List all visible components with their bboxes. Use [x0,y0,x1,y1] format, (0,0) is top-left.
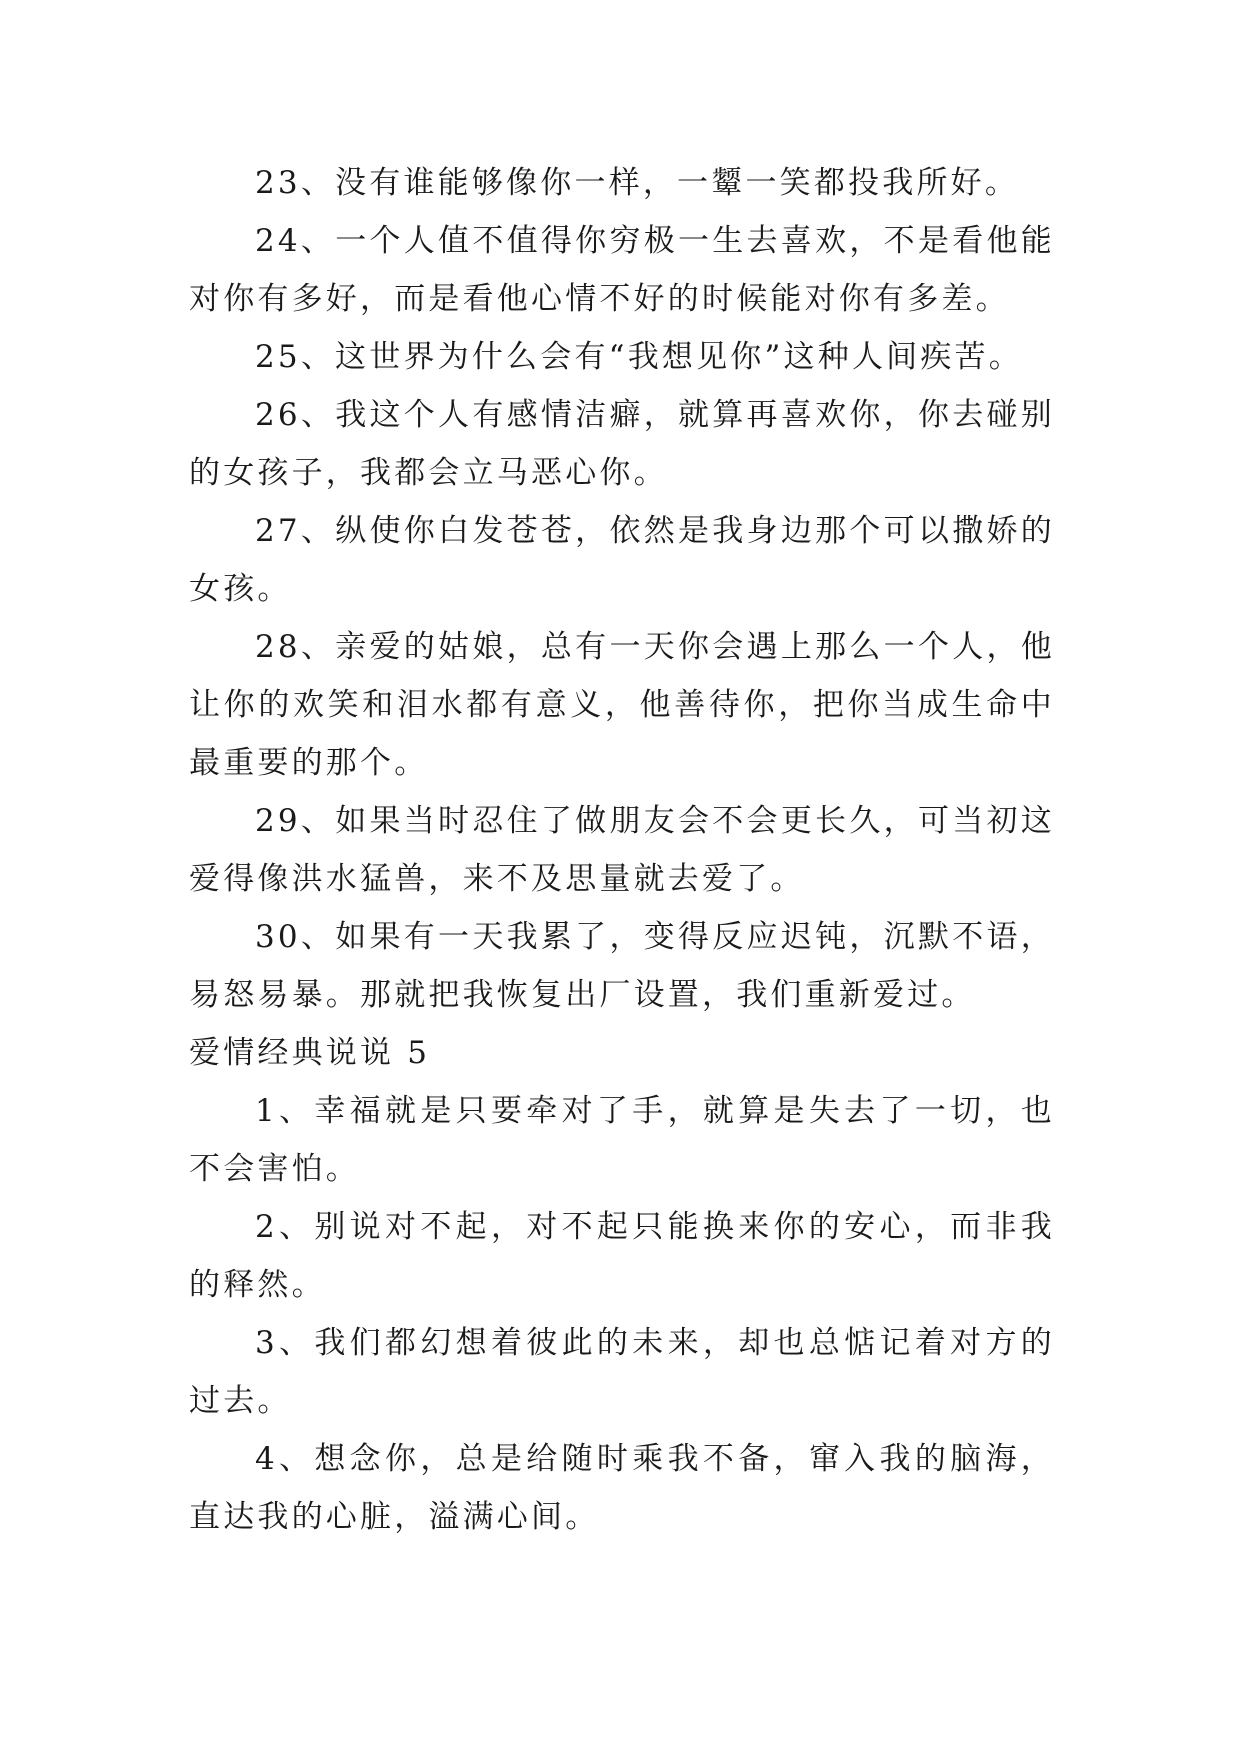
paragraph-item-25: 25、这世界为什么会有“我想见你”这种人间疾苦。 [255,339,1023,375]
document-body [189,154,1055,1546]
paragraph-item-29: 29、如果当时忍住了做朋友会不会更长久，可当初这爱得像洪水猛兽，来不及思量就去爱了。 [189,803,1055,897]
paragraph-item-4: 4、想念你，总是给随时乘我不备，窜入我的脑海，直达我的心脏，溢满心间。 [189,1441,1055,1535]
paragraph-item-24: 24、一个人值不值得你穷极一生去喜欢，不是看他能对你有多好，而是看他心情不好的时候能对你有多差。 [189,223,1055,317]
paragraph-item-3: 3、我们都幻想着彼此的未来，却也总惦记着对方的过去。 [189,1325,1055,1419]
paragraph-item-27: 27、纵使你白发苍苍，依然是我身边那个可以撒娇的女孩。 [189,513,1055,607]
paragraph-item-28: 28、亲爱的姑娘，总有一天你会遇上那么一个人，他让你的欢笑和泪水都有意义，他善待你，把你当成生命中最重要的那个。 [189,629,1055,781]
paragraph-item-23: 23、没有谁能够像你一样，一颦一笑都投我所好。 [255,165,1020,201]
paragraph-item-2: 2、别说对不起，对不起只能换来你的安心，而非我的释然。 [189,1209,1055,1303]
paragraph-item-1: 1、幸福就是只要牵对了手，就算是失去了一切，也不会害怕。 [189,1093,1055,1187]
paragraph-item-26: 26、我这个人有感情洁癖，就算再喜欢你，你去碰别的女孩子，我都会立马恶心你。 [189,397,1055,491]
section-heading: 爱情经典说说 5 [189,1035,431,1071]
paragraph-item-30: 30、如果有一天我累了，变得反应迟钝，沉默不语，易怒易暴。那就把我恢复出厂设置，我们重新爱过。 [189,919,1055,1013]
